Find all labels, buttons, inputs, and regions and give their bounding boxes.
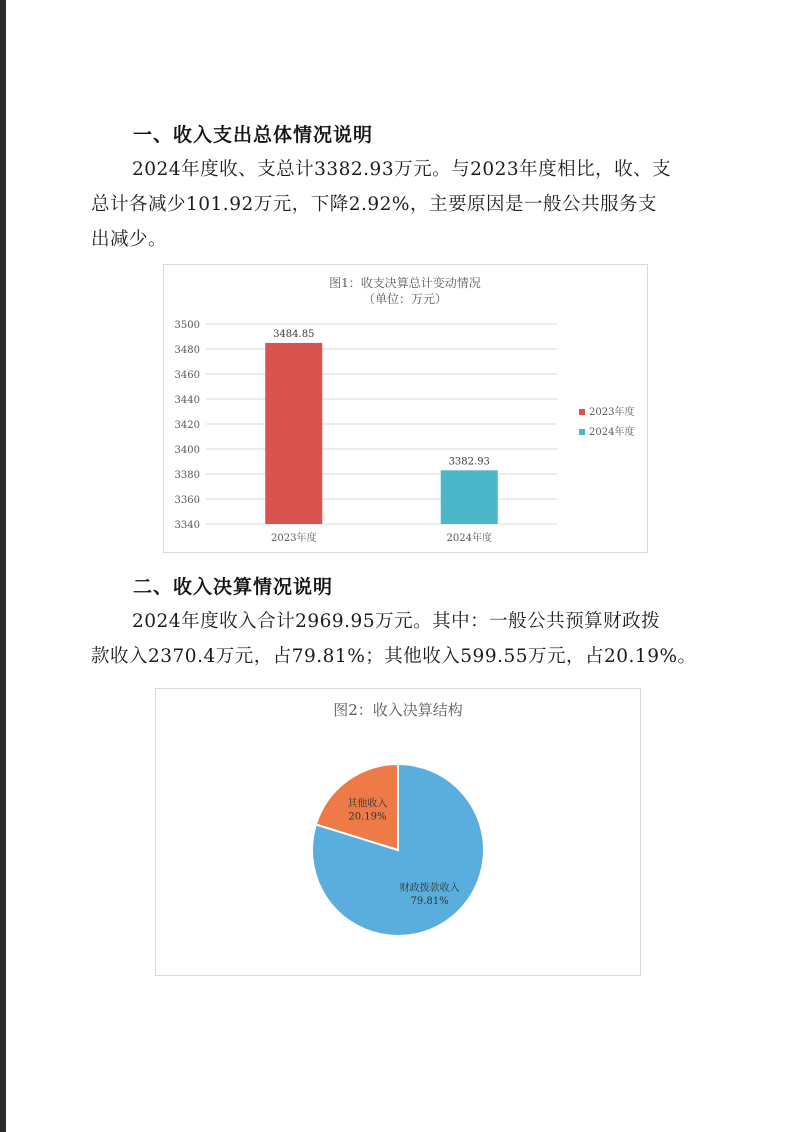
chart-subtitle: （单位：万元）	[362, 292, 448, 306]
pie-chart	[156, 689, 640, 975]
paragraph-line: 出减少。	[91, 229, 168, 250]
section1-heading: 一、收入支出总体情况说明	[133, 124, 374, 146]
bar	[441, 470, 498, 524]
y-tick-label: 3500	[174, 320, 200, 331]
legend-label: 2023年度	[589, 407, 635, 418]
x-tick-label: 2023年度	[271, 533, 317, 544]
pie-chart-container	[155, 688, 641, 976]
legend-swatch	[579, 409, 585, 415]
legend-label: 2024年度	[589, 427, 635, 438]
bar-data-label: 3484.85	[273, 328, 315, 340]
section1-paragraph	[91, 152, 703, 257]
bar-data-label: 3382.93	[448, 456, 490, 468]
paragraph-line: 款收入2370.4万元，占79.81%；其他收入599.55万元，占20.19%。	[91, 646, 697, 667]
y-tick-label: 3420	[174, 420, 200, 431]
y-tick-label: 3340	[174, 520, 200, 531]
legend-swatch	[579, 429, 585, 435]
y-tick-label: 3480	[174, 345, 200, 356]
bar-chart-container	[163, 264, 648, 553]
y-tick-label: 3440	[174, 395, 200, 406]
pie-slice-label: 财政拨款收入	[399, 882, 460, 894]
y-tick-label: 3380	[174, 470, 200, 481]
paragraph-line: 总计各减少101.92万元，下降2.92%，主要原因是一般公共服务支	[91, 194, 658, 215]
scan-page-edge	[0, 0, 6, 1132]
paragraph-line: 2024年度收入合计2969.95万元。其中：一般公共预算财政拨	[132, 611, 661, 632]
y-tick-label: 3460	[174, 370, 200, 381]
y-tick-label: 3400	[174, 445, 200, 456]
chart-title: 图2：收入决算结构	[333, 701, 463, 719]
chart-title: 图1：收支决算总计变动情况	[329, 276, 481, 290]
bar-chart	[164, 265, 647, 552]
section2-paragraph	[91, 604, 703, 674]
pie-slice-value: 20.19%	[348, 811, 387, 823]
y-tick-label: 3360	[174, 495, 200, 506]
x-tick-label: 2024年度	[446, 533, 492, 544]
pie-slice-label: 其他收入	[347, 798, 388, 810]
paragraph-line: 2024年度收、支总计3382.93万元。与2023年度相比，收、支	[132, 159, 672, 180]
pie-slice-value: 79.81%	[410, 895, 449, 907]
section2-heading: 二、收入决算情况说明	[133, 576, 334, 598]
bar	[265, 343, 322, 524]
